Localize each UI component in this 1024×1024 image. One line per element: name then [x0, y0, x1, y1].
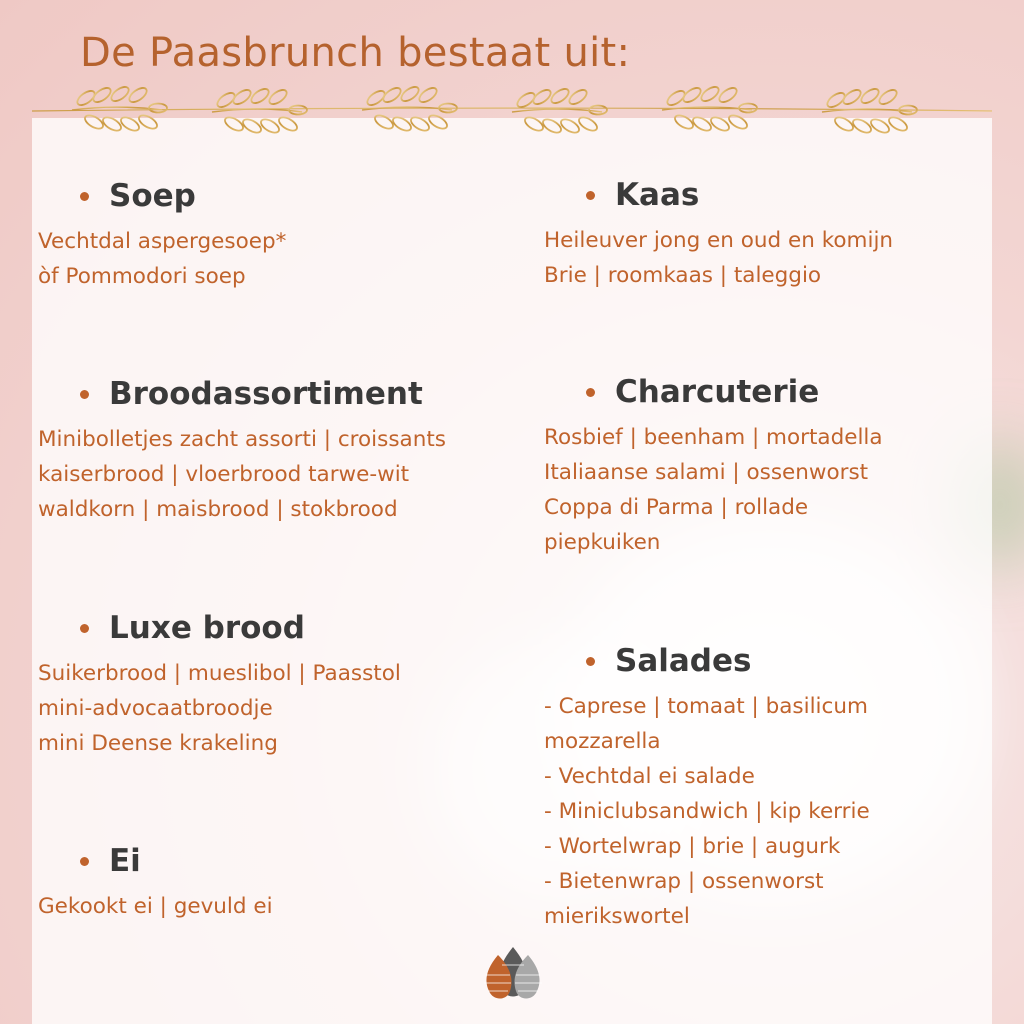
page-title: De Paasbrunch bestaat uit:: [80, 30, 631, 76]
menu-line: Coppa di Parma | rollade: [544, 495, 809, 520]
menu-section-soep: [38, 178, 286, 294]
menu-section-kaas: [544, 177, 893, 293]
menu-section-broodassortiment: [38, 376, 446, 527]
menu-line: waldkorn | maisbrood | stokbrood: [38, 497, 398, 522]
menu-line: mozzarella: [544, 729, 661, 754]
gold-leaf-garland-icon: [32, 78, 992, 158]
bullet-icon: [80, 624, 89, 633]
menu-line: - Vechtdal ei salade: [544, 764, 755, 789]
bullet-icon: [80, 390, 89, 399]
menu-line: - Bietenwrap | ossenworst: [544, 869, 824, 894]
menu-line: Italiaanse salami | ossenworst: [544, 460, 869, 485]
bullet-icon: [586, 388, 595, 397]
menu-line: mini Deense krakeling: [38, 731, 278, 756]
section-heading: Kaas: [615, 177, 700, 213]
menu-line: - Miniclubsandwich | kip kerrie: [544, 799, 870, 824]
section-heading: Salades: [615, 643, 752, 679]
section-heading: Charcuterie: [615, 374, 820, 410]
bullet-icon: [80, 192, 89, 201]
menu-line: Gekookt ei | gevuld ei: [38, 894, 273, 919]
menu-line: kaiserbrood | vloerbrood tarwe-wit: [38, 462, 410, 487]
menu-line: Vechtdal aspergesoep*: [38, 229, 287, 254]
menu-line: Minibolletjes zacht assorti | croissants: [38, 427, 446, 452]
section-heading: Ei: [109, 843, 141, 879]
menu-line: - Caprese | tomaat | basilicum: [544, 694, 868, 719]
pinecone-logo-icon: [478, 945, 548, 1003]
menu-line: òf Pommodori soep: [38, 264, 246, 289]
section-heading: Soep: [109, 178, 196, 214]
menu-line: Heileuver jong en oud en komijn: [544, 228, 894, 253]
menu-section-ei: [38, 843, 273, 924]
menu-line: - Wortelwrap | brie | augurk: [544, 834, 841, 859]
menu-section-luxe-brood: [38, 610, 401, 761]
menu-line: mini-advocaatbroodje: [38, 696, 273, 721]
section-heading: Broodassortiment: [109, 376, 423, 412]
section-heading: Luxe brood: [109, 610, 305, 646]
menu-line: Brie | roomkaas | taleggio: [544, 263, 822, 288]
menu-line: mierikswortel: [544, 904, 690, 929]
bullet-icon: [586, 191, 595, 200]
menu-line: Suikerbrood | mueslibol | Paasstol: [38, 661, 401, 686]
menu-section-charcuterie: [544, 374, 883, 560]
menu-line: Rosbief | beenham | mortadella: [544, 425, 883, 450]
bullet-icon: [586, 657, 595, 666]
menu-line: piepkuiken: [544, 530, 661, 555]
menu-section-salades: [544, 643, 870, 934]
bullet-icon: [80, 857, 89, 866]
